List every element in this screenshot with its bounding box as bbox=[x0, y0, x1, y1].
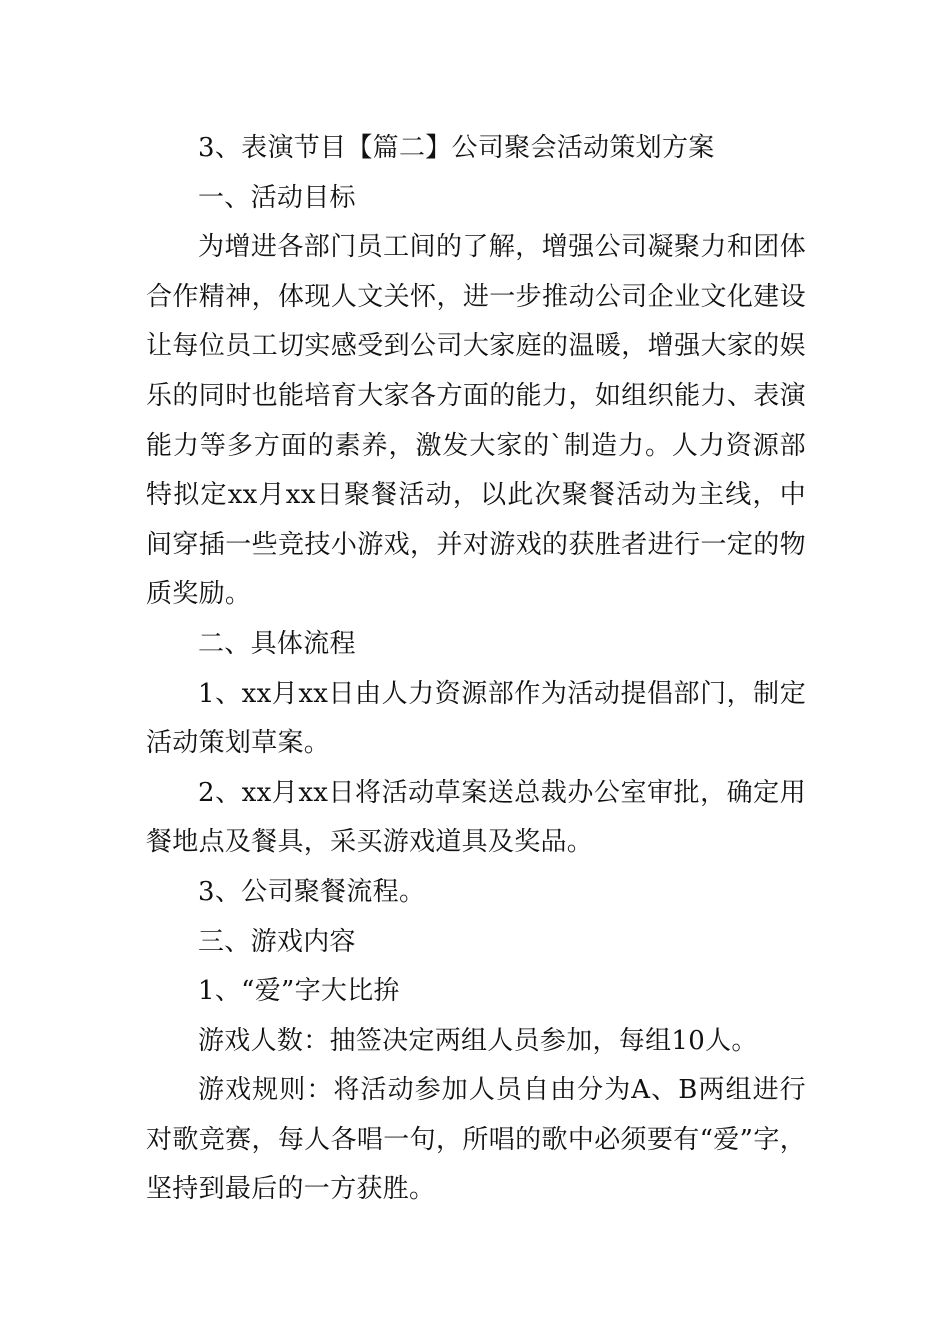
section-heading-games: 三、游戏内容 bbox=[198, 926, 356, 957]
section-heading-process: 二、具体流程 bbox=[198, 628, 356, 659]
document-page bbox=[146, 124, 806, 1215]
process-item-2: 2、xx月xx日将活动草案送总裁办公室审批，确定用餐地点及餐具，采买游戏道具及奖品。 bbox=[146, 777, 806, 858]
process-item-1: 1、xx月xx日由人力资源部作为活动提倡部门，制定活动策划草案。 bbox=[146, 678, 806, 759]
section-heading-performance: 3、表演节目【篇二】公司聚会活动策划方案 bbox=[198, 133, 715, 163]
section-heading-goals: 一、活动目标 bbox=[198, 182, 356, 213]
game-players: 游戏人数：抽签决定两组人员参加，每组10人。 bbox=[198, 1025, 758, 1056]
game-title-1: 1、“爱”字大比拚 bbox=[198, 976, 400, 1007]
process-item-3: 3、公司聚餐流程。 bbox=[198, 876, 426, 907]
body-paragraph-goals: 为增进各部门员工间的了解，增强公司凝聚力和团体合作精神，体现人文关怀，进一步推动公司企业文化建设让每位员工切实感受到公司大家庭的温暖，增强大家的娱乐的同时也能培育大家各方面的能力，如组织能力、表演能力等多方面的素养，激发大家的`制造力。人力资源部特拟定xx月xx日聚餐活动，以此次聚餐活动为主线，中间穿插一些竞技小游戏，并对游戏的获胜者进行一定的物质奖励。 bbox=[146, 232, 806, 610]
game-rules: 游戏规则：将活动参加人员自由分为A、B两组进行对歌竞赛，每人各唱一句，所唱的歌中必须要有“爱”字，坚持到最后的一方获胜。 bbox=[146, 1075, 806, 1205]
